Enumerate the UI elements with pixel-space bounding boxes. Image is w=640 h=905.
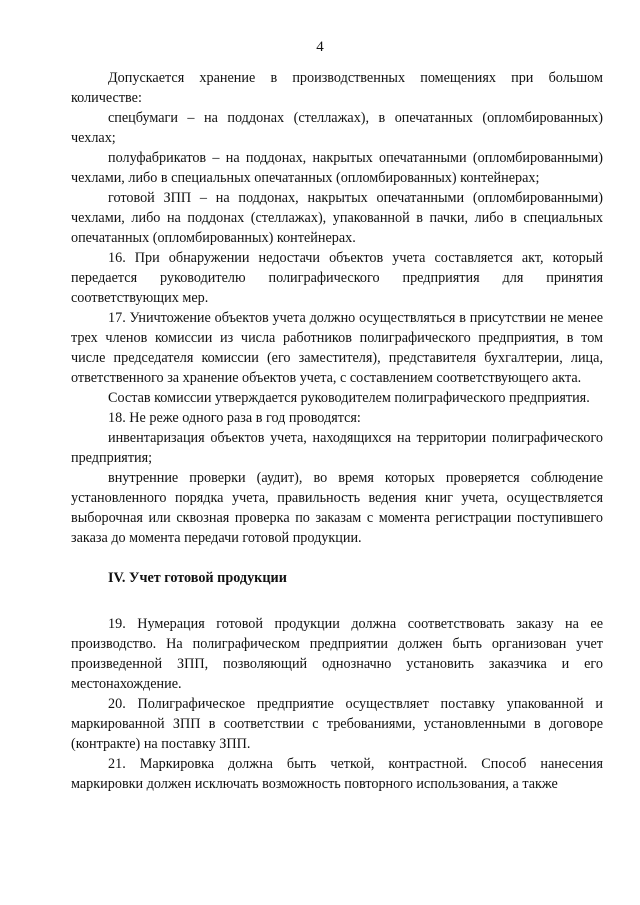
spacer [71,548,603,568]
paragraph-20: 20. Полиграфическое предприятие осуществляет поставку упакованной и маркированной ЗПП в соответствии с требованиями, установленными в договоре (контракте) на поставку ЗПП. [71,696,603,752]
section-heading: IV. Учет готовой продукции [108,570,287,586]
paragraph-16: 16. При обнаружении недостачи объектов учета составляется акт, который передается руководителю полиграфического предприятия для принятия соответствующих мер. [71,250,603,306]
document-body [71,68,603,794]
paragraph-finished-product: готовой ЗПП – на поддонах, накрытых опечатанными (опломбированными) чехлами, либо на поддонах (стеллажах), упакованной в пачки, либо в специальных опечатанных (опломбированных) контейнерах. [71,190,603,246]
paragraph-commission: Состав комиссии утверждается руководителем полиграфического предприятия. [108,390,590,406]
paragraph-storage-intro: Допускается хранение в производственных помещениях при большом количестве: [71,70,603,106]
paragraph-18: 18. Не реже одного раза в год проводятся: [108,410,361,426]
page-number: 4 [316,39,324,55]
paragraph-semi-finished: полуфабрикатов – на поддонах, накрытых опечатанными (опломбированными) чехлами, либо в специальных опечатанных (опломбированных) контейнерах; [71,150,603,186]
paragraph-inventory: инвентаризация объектов учета, находящихся на территории полиграфического предприятия; [71,430,603,466]
spacer [71,588,603,614]
paragraph-17: 17. Уничтожение объектов учета должно осуществляться в присутствии не менее трех членов комиссии из числа работников полиграфического предприятия, в том числе председателя комиссии (его заместителя), представителя бухгалтерии, лица, ответственного за хранение объектов учета, с составлением соответствующего акта. [71,310,603,386]
paragraph-special-paper: спецбумаги – на поддонах (стеллажах), в опечатанных (опломбированных) чехлах; [71,110,603,146]
paragraph-21: 21. Маркировка должна быть четкой, контрастной. Способ нанесения маркировки должен исключать возможность повторного использования, а также [71,756,603,792]
paragraph-internal-audit: внутренние проверки (аудит), во время которых проверяется соблюдение установленного порядка учета, правильность ведения книг учета, осуществляется выборочная или сквозная проверка по заказам с момента регистрации поступившего заказа до момента передачи готовой продукции. [71,470,603,546]
paragraph-19: 19. Нумерация готовой продукции должна соответствовать заказу на ее производство. На полиграфическом предприятии должен быть организован учет произведенной ЗПП, позволяющий однозначно установить заказчика и его местонахождение. [71,616,603,692]
